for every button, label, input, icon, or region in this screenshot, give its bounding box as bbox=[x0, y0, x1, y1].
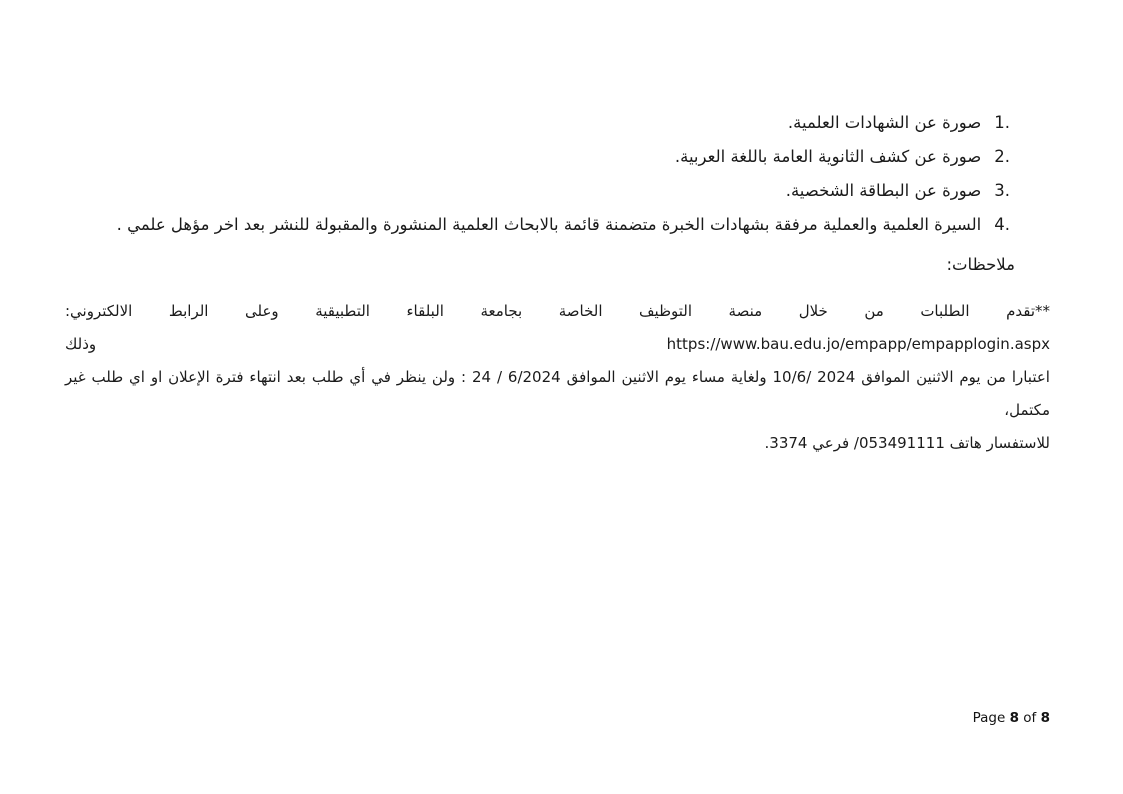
list-item-text: السيرة العلمية والعملية مرفقة بشهادات الخبرة متضمنة قائمة بالابحاث العلمية المنشورة والمقبولة للنشر بعد اخر مؤهل علمي . bbox=[116, 215, 982, 234]
list-item-number: 4. bbox=[994, 215, 1010, 234]
note-line-2-middle: ولغاية مساء يوم الاثنين الموافق bbox=[566, 368, 767, 386]
list-item-number: 1. bbox=[994, 113, 1010, 132]
note-line-2-tail: : ولن ينظر في أي طلب بعد انتهاء فترة الإعلان او اي طلب غير مكتمل، bbox=[65, 368, 1050, 419]
of-label: of bbox=[1023, 710, 1037, 726]
list-item-number: 2. bbox=[994, 147, 1010, 166]
list-item bbox=[65, 140, 1010, 174]
attachments-list bbox=[65, 106, 1050, 242]
note-line-2 bbox=[65, 361, 1050, 427]
page-label: Page bbox=[972, 710, 1006, 726]
note-line-3 bbox=[65, 427, 1050, 460]
contact-phone-text: للاستفسار هاتف 053491111/ فرعي 3374. bbox=[764, 434, 1050, 452]
list-item bbox=[65, 174, 1010, 208]
start-date: 10/6/ 2024 bbox=[772, 368, 856, 386]
list-item bbox=[65, 106, 1010, 140]
note-line-1-tail: وذلك bbox=[65, 335, 97, 353]
list-item bbox=[65, 208, 1010, 242]
list-item-text: صورة عن الشهادات العلمية. bbox=[787, 113, 982, 132]
document-content bbox=[65, 0, 1050, 460]
application-url: https://www.bau.edu.jo/empapp/empapplogin.aspx bbox=[666, 335, 1050, 353]
note-line-2-text: اعتبارا من يوم الاثنين الموافق bbox=[861, 368, 1050, 386]
list-item-number: 3. bbox=[994, 181, 1010, 200]
page-number: 8 bbox=[1009, 710, 1019, 726]
page-total: 8 bbox=[1040, 710, 1050, 726]
end-date: 24 / 6/2024 bbox=[472, 368, 561, 386]
note-paragraph bbox=[65, 295, 1050, 460]
list-item-text: صورة عن البطاقة الشخصية. bbox=[785, 181, 982, 200]
top-margin bbox=[65, 0, 1050, 106]
page-footer bbox=[973, 710, 1050, 726]
list-item-text: صورة عن كشف الثانوية العامة باللغة العربية. bbox=[674, 147, 982, 166]
note-line-1 bbox=[65, 295, 1050, 361]
note-line-1-text: **تقدم الطلبات من خلال منصة التوظيف الخاصة بجامعة البلقاء التطبيقية وعلى الرابط الالكتروني: bbox=[65, 302, 1050, 320]
notes-heading: ملاحظات: bbox=[946, 255, 1015, 274]
